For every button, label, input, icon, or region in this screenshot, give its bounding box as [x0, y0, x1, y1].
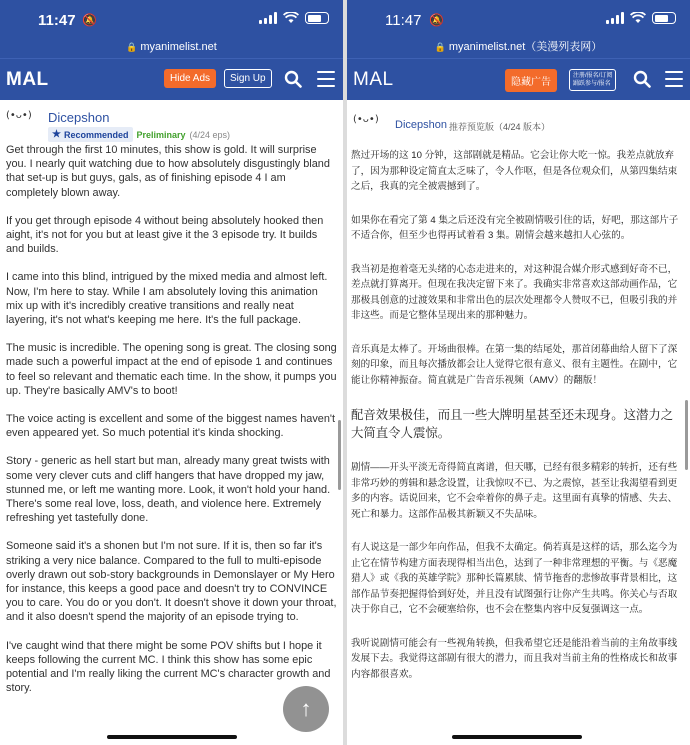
wifi-icon: [630, 12, 646, 24]
battery-icon: [305, 12, 329, 24]
review-tag-line: 推荐预览版（4/24 版本）: [449, 122, 551, 132]
recommended-badge: [48, 127, 133, 142]
review-paragraph: If you get through episode 4 without being absolutely hooked then aight, it's not for you but at least give it the 3 episode try. It builds and builds.: [6, 214, 324, 256]
lock-icon: 🔒: [126, 42, 138, 52]
cellular-signal-icon: [606, 12, 624, 24]
review-header: [353, 112, 684, 146]
hide-ads-button[interactable]: Hide Ads: [164, 69, 216, 88]
review-paragraph: The voice acting is excellent and some of the biggest names haven't even appeared yet. So much potential it's kinda shocking.: [6, 413, 335, 440]
silent-bell-icon: 🔕: [429, 13, 444, 27]
scrollbar[interactable]: [685, 400, 688, 470]
wifi-icon: [283, 12, 299, 24]
star-icon: ★: [52, 129, 61, 140]
url-text: myanimelist.net: [140, 41, 217, 53]
scroll-to-top-button[interactable]: [283, 686, 329, 732]
hamburger-menu-icon[interactable]: [317, 71, 335, 87]
url-bar[interactable]: [0, 38, 343, 58]
hide-ads-button[interactable]: 隐藏广告: [505, 69, 557, 92]
avatar[interactable]: (•ᴗ•): [353, 114, 379, 125]
mal-logo[interactable]: MAL: [353, 69, 394, 90]
chinese-review-pane: [347, 0, 690, 745]
review-body: [351, 148, 684, 700]
lock-icon: 🔒: [434, 42, 446, 52]
review-paragraph: Someone said it's a shonen but I'm not sure. If it is, then so far it's striking a very nice balance. Compared to the full to multi-episode overly drawn out sob-story backgrounds in Demonslayer or My Hero for instance, this keeps a good pace and doesn't try to CONVINCE you to care. You do or you don't. It doesn't shove it down your throat, and it also doesn't spend the majority of an episode trying to.: [6, 540, 337, 624]
status-bar: [0, 0, 343, 38]
browser-chrome: [0, 0, 343, 100]
review-paragraph: 剧情——开头平淡无奇得简直离谱，但天哪，已经有很多精彩的转折，还有些非常巧妙的剪辑和悬念设置，让我惊叹不已、为之震惊，甚至让我渴望看到更多的内容。话说回来，它不会牵着你的鼻子走。这里面有真挚的情感、失去、死亡和暴力。这部作品极其新颖又不失品味。: [351, 462, 678, 520]
search-icon[interactable]: [633, 70, 651, 88]
url-text: myanimelist.net（美漫列表网）: [448, 41, 603, 53]
status-time: 11:47: [38, 12, 76, 29]
review-paragraph: I've caught wind that there might be some POV shifts but I hope it keeps following the current MC. I think this show has some epic potential and I'm really liking the current MC's character growth and story.: [6, 639, 331, 695]
site-header: [0, 58, 343, 100]
silent-bell-icon: 🔕: [82, 13, 97, 27]
episode-progress: (4/24 eps): [189, 129, 231, 140]
browser-chrome: [347, 0, 690, 100]
hamburger-menu-icon[interactable]: [665, 71, 683, 87]
sign-up-line-2: 踊跃参与/报名: [573, 81, 611, 87]
url-bar[interactable]: [347, 38, 690, 58]
mal-logo[interactable]: MAL: [6, 69, 49, 90]
review-paragraph: 熬过开场的这 10 分钟，这部剧就是精品。它会让你大吃一惊。我差点就放弃了，因为那种设定简直太乏味了，令人作呕，但是各位观众们，从第四集结束之后，我真的完全被震撼到了。: [351, 150, 678, 192]
sign-up-line-1: 注册/报名/订阅: [573, 73, 613, 79]
review-paragraph: I came into this blind, intrigued by the mixed media and almost left. Now, I'm here to stay. While I am absolutely loving this animation mix up with it's incredibly creative transitions and really neat layering, it's not what's keeping me here. It's the full package.: [6, 271, 328, 327]
status-time: 11:47: [385, 12, 422, 29]
scrollbar[interactable]: [338, 420, 341, 490]
site-header: [347, 58, 690, 100]
sign-up-button[interactable]: [569, 69, 616, 91]
review-paragraph: Story - generic as hell start but man, already many great twists with some very clever cuts and cliff hangers that have dropped my jaw, stunned me, or left me wanting more. Look, it won't hold your hand. There's some real love, loss, death, and violence here. Extremely refreshing yet tastefully done.: [6, 455, 331, 525]
sign-up-button[interactable]: Sign Up: [224, 69, 272, 88]
review-paragraph: 有人说这是一部少年向作品，但我不太确定。倘若真是这样的话，那么迄今为止它在情节构建方面表现得相当出色，达到了一种非常理想的平衡。与《恶魔猎人》或《我的英雄学院》那种长篇累牍、情节拖沓的悲惨故事背景相比，这部作品节奏把握得恰到好处，并且没有试图强行让你产生共鸣。你关心与否取决于你自己，它不会硬塞给你，也不会在整集内容中反复强调这一点。: [351, 542, 678, 615]
review-paragraph: 配音效果极佳，而且一些大牌明星甚至还未现身。这潜力之大简直令人震惊。: [351, 408, 674, 440]
arrow-up-icon: ↑: [300, 696, 312, 721]
review-paragraph: The music is incredible. The opening song is great. The closing song made such a powerful impact at the end of episode 1 and continues to feel so relevant and thematic each time. In the show, it pumps you up. They're basically AMV's to boot!: [6, 342, 337, 397]
review-body: [6, 143, 337, 710]
review-header: [6, 108, 337, 142]
review-paragraph: 我听说剧情可能会有一些视角转换，但我希望它还是能沿着当前的主角故事线发展下去。我觉得这部剧有很大的潜力，而且我对当前主角的性格成长和故事内容都很喜欢。: [351, 637, 678, 680]
home-indicator[interactable]: [452, 735, 582, 739]
review-paragraph: Get through the first 10 minutes, this show is gold. It will surprise you. I nearly quit watching due to how absolutely disgustingly bland that set-up is but guys, gals, as of finishing episode 4 I am completely blown away.: [6, 144, 330, 199]
reviewer-username[interactable]: Dicepshon: [395, 119, 447, 131]
recommended-label: Recommended: [63, 129, 129, 140]
search-icon[interactable]: [284, 70, 302, 88]
review-paragraph: 音乐真是太棒了。开场曲很棒。在第一集的结尾处，那首闭幕曲给人留下了深刻的印象，而且每次播放都会让人觉得它很有意义、很有主题性。在剧中，它能让你精神振奋。简直就是广告音乐视频（AMV）的翻版！: [351, 343, 678, 386]
reviewer-username[interactable]: Dicepshon: [48, 110, 110, 125]
english-review-pane: [0, 0, 343, 745]
status-bar: [347, 0, 690, 38]
cellular-signal-icon: [259, 12, 277, 24]
avatar[interactable]: (•ᴗ•): [6, 110, 32, 121]
review-paragraph: 如果你在看完了第 4 集之后还没有完全被剧情吸引住的话，好吧，那这部片子不适合你，但至少也得再试着看 3 集。剧情会越来越扣人心弦的。: [351, 214, 679, 241]
preliminary-tag: Preliminary: [136, 129, 186, 140]
battery-icon: [652, 12, 676, 24]
review-paragraph: 我当初是抱着毫无头绪的心态走进来的，对这种混合媒介形式感到好奇不已，差点就打算离开。但现在我决定留下来了。我确实非常喜欢这部动画作品，它那极具创意的过渡效果和非常出色的层次处理都令人赞叹不已，但吸引我的并非这些。而是它整体呈现出来的那种魅力。: [351, 263, 678, 321]
home-indicator[interactable]: [107, 735, 237, 739]
